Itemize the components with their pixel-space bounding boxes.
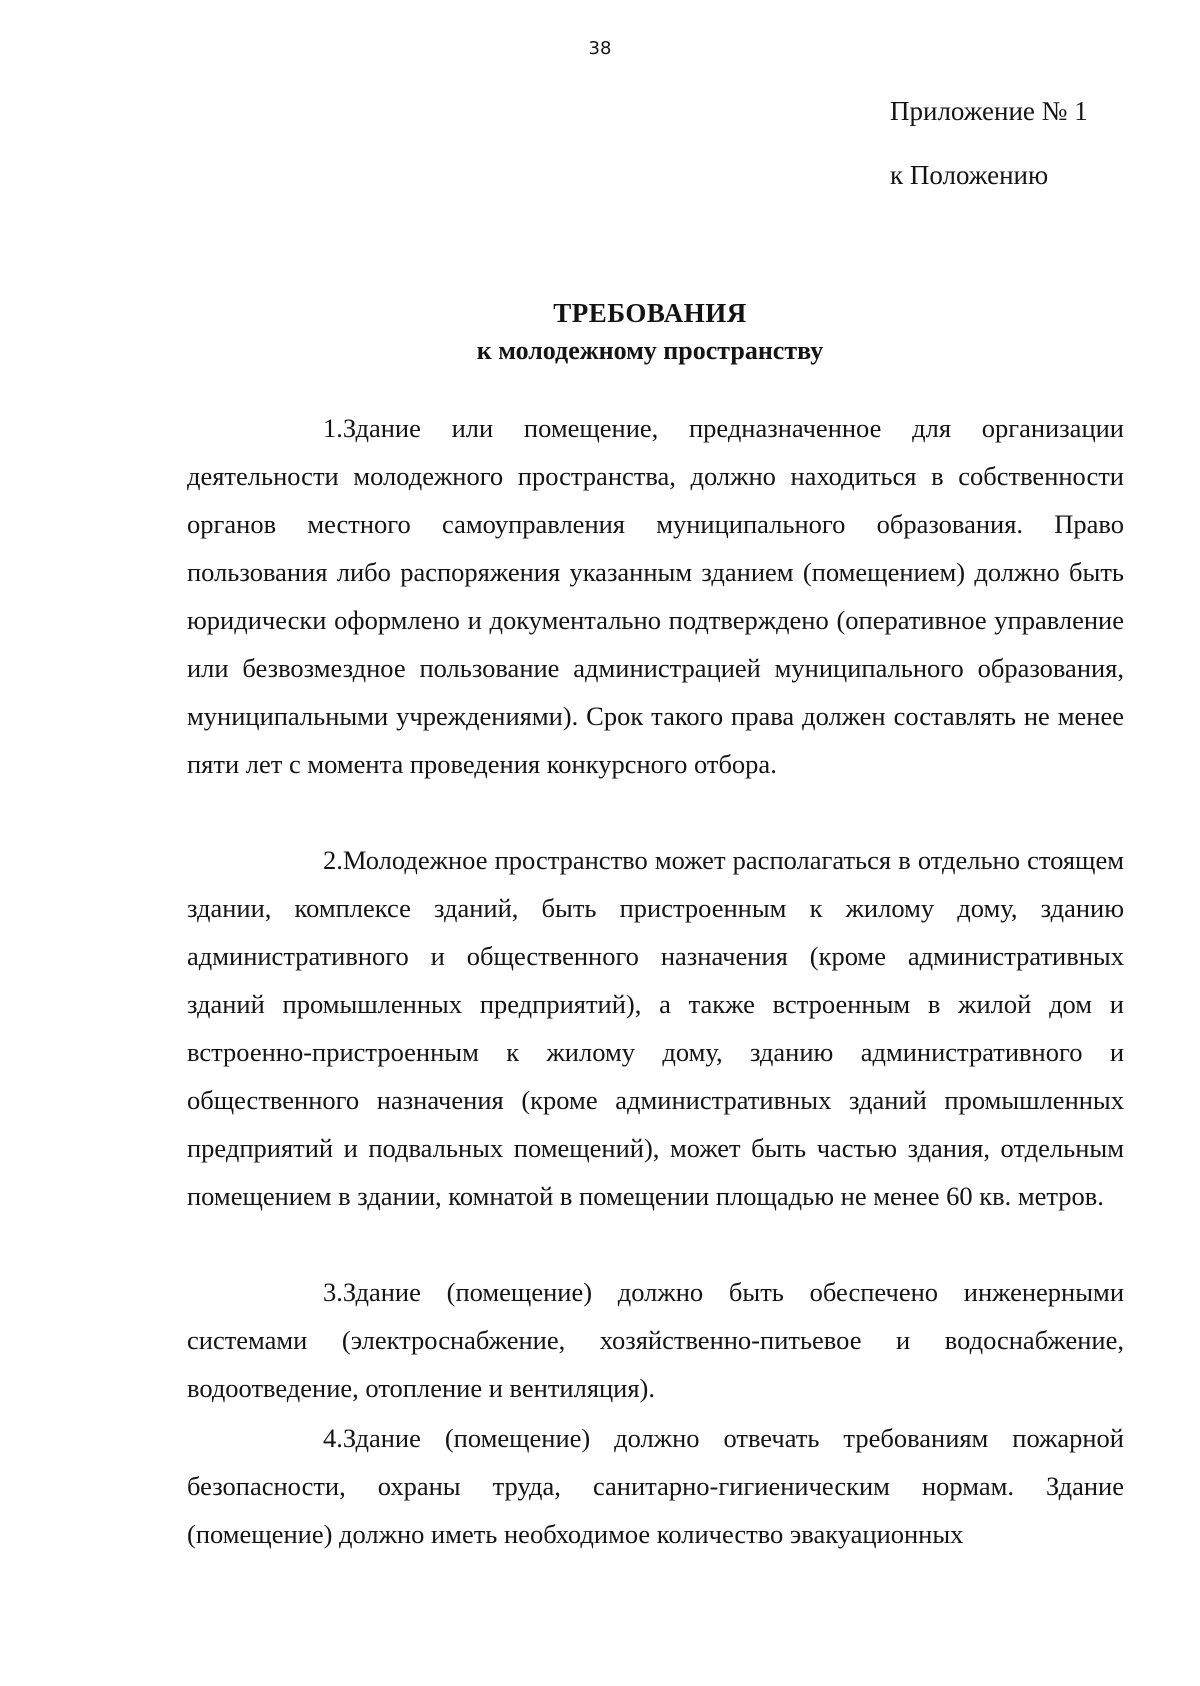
requirement-number: 4. bbox=[323, 1423, 343, 1453]
requirement-number: 1. bbox=[323, 413, 343, 443]
requirement-text: Здание (помещение) должно быть обеспечено инженерными системами (электроснабжение, хозяйственно-питьевое и водоснабжение, водоотведение, отопление и вентиляция). bbox=[187, 1277, 1124, 1403]
requirement-paragraph-3 bbox=[187, 1268, 1124, 1412]
requirement-paragraph-1 bbox=[187, 404, 1124, 788]
appendix-label: Приложение № 1 bbox=[890, 96, 1088, 126]
document-title: ТРЕБОВАНИЯ bbox=[553, 298, 747, 328]
appendix-reference: к Положению bbox=[890, 160, 1049, 190]
requirement-text: Здание (помещение) должно отвечать требованиям пожарной безопасности, охраны труда, санитарно-гигиеническим нормам. Здание (помещение) должно иметь необходимое количество эвакуационных bbox=[187, 1423, 1124, 1549]
requirement-paragraph-4 bbox=[187, 1414, 1124, 1558]
requirement-text: Молодежное пространство может располагаться в отдельно стоящем здании, комплексе зданий, быть пристроенным к жилому дому, зданию административного и общественного назначения (кроме административных зданий промышленных предприятий), а также встроенным в жилой дом и встроенно-пристроенным к жилому дому, зданию административного и общественного назначения (кроме административных зданий промышленных предприятий и подвальных помещений), может быть частью здания, отдельным помещением в здании, комнатой в помещении площадью не менее 60 кв. метров. bbox=[187, 845, 1124, 1211]
requirement-number: 2. bbox=[323, 845, 343, 875]
requirement-paragraph-2 bbox=[187, 836, 1124, 1220]
requirement-text: Здание или помещение, предназначенное для организации деятельности молодежного пространства, должно находиться в собственности органов местного самоуправления муниципального образования. Право пользования либо распоряжения указанным зданием (помещением) должно быть юридически оформлено и документально подтверждено (оперативное управление или безвозмездное пользование администрацией муниципального образования, муниципальными учреждениями). Срок такого права должен составлять не менее пяти лет с момента проведения конкурсного отбора. bbox=[187, 413, 1124, 779]
requirement-number: 3. bbox=[323, 1277, 343, 1307]
document-subtitle: к молодежному пространству bbox=[476, 336, 824, 365]
page-number: 38 bbox=[588, 38, 612, 59]
